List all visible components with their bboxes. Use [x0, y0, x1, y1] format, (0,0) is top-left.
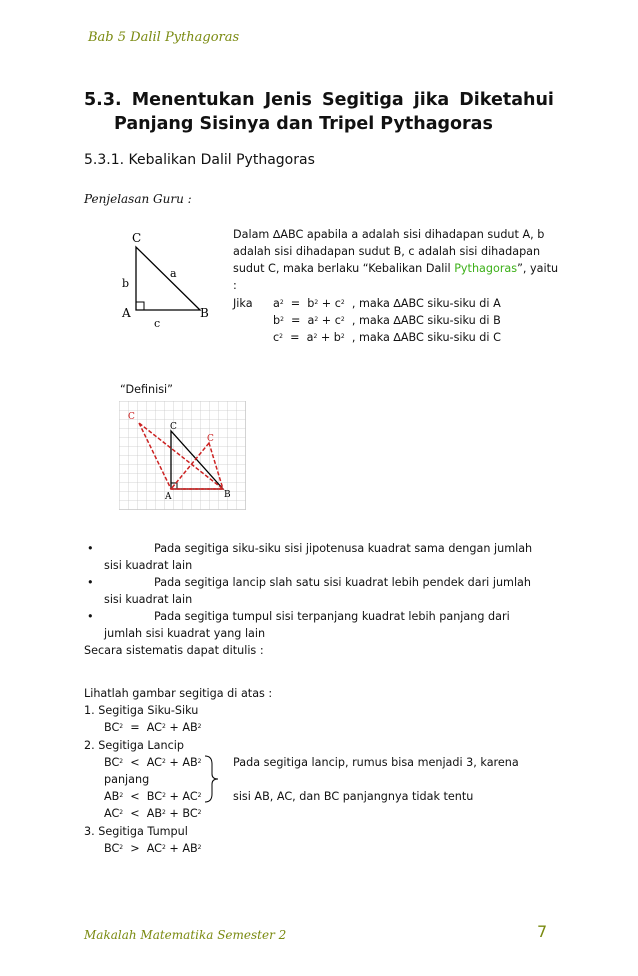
- label-C: C: [132, 231, 142, 245]
- acute-note-line2: sisi AB, AC, dan BC panjangnya tidak tentu: [233, 790, 474, 803]
- rule-end: , maka ∆ABC siku-siku di B: [351, 314, 501, 327]
- rule-var: a: [306, 331, 314, 344]
- right-triangle-figure: [100, 225, 230, 335]
- bullet-text: sisi kuadrat lain: [104, 559, 193, 572]
- bullet-item: [84, 540, 564, 574]
- bullet-text: Pada segitiga lancip slah satu sisi kuadrat lebih pendek dari jumlah: [154, 576, 531, 589]
- label-C-acute: C: [207, 434, 214, 444]
- formula: $BC^2 > AC^2 + AB^2$: [104, 841, 202, 855]
- list-item-title: 3. Segitiga Tumpul: [84, 824, 188, 838]
- converse-rules: [233, 295, 563, 346]
- running-footer: Makalah Matematika Semester 2: [84, 928, 287, 942]
- label-c: c: [154, 317, 161, 330]
- title-line-2: Panjang Sisinya dan Tripel Pythagoras: [114, 114, 493, 134]
- explanation-paragraph: [233, 226, 563, 294]
- label-a: a: [170, 267, 177, 280]
- rule-var: b: [273, 314, 281, 327]
- highlight-pythagoras: Pythagoras: [454, 262, 518, 275]
- paragraph-text: Dalam ∆ABC apabila a adalah sisi dihadapan sudut A, b adalah sisi dihadapan sudut B, c adalah sisi dihadapan sudut C, maka berlaku “Kebalikan Dalil: [233, 228, 545, 275]
- paragraph-text-end: ”, yaitu :: [233, 262, 559, 292]
- rule-lead: Jika: [233, 297, 253, 310]
- bullet-text: sisi kuadrat lain: [104, 593, 193, 606]
- bullet-dot: •: [87, 610, 94, 623]
- running-header: Bab 5 Dalil Pythagoras: [88, 30, 240, 45]
- rule-var: b: [307, 297, 315, 310]
- formula: $AB^2 < BC^2 + AC^2$: [104, 790, 202, 804]
- rule-var: b: [333, 331, 341, 344]
- rule-row: $b^2 = a^2 + c^2$ , maka ∆ABC siku-siku di B: [233, 312, 563, 329]
- acute-note-line1: Pada segitiga lancip, rumus bisa menjadi 3, karena: [233, 756, 519, 769]
- title-number: 5.3.: [84, 90, 122, 110]
- rule-var: c: [334, 314, 341, 327]
- title-word: jika: [413, 90, 450, 110]
- formula: $BC^2 = AC^2 + AB^2$: [104, 721, 202, 735]
- systematic-line: Secara sistematis dapat ditulis :: [84, 644, 264, 657]
- bullet-item: [84, 608, 564, 642]
- label-b: b: [122, 277, 130, 290]
- title-word: Jenis: [264, 90, 312, 110]
- rule-var: a: [307, 314, 315, 327]
- label-B: B: [224, 490, 231, 500]
- page-number: 7: [537, 922, 548, 941]
- formula: $BC^2 < AC^2 + AB^2$: [104, 755, 202, 769]
- title-word: Segitiga: [321, 90, 404, 110]
- rule-end: , maka ∆ABC siku-siku di A: [351, 297, 501, 310]
- bullet-item: [84, 574, 564, 608]
- list-item-title: 2. Segitiga Lancip: [84, 738, 184, 752]
- title-word: Menentukan: [131, 90, 255, 110]
- section-title: [84, 88, 554, 136]
- label-B: B: [200, 306, 209, 320]
- rule-row: $c^2 = a^2 + b^2$ , maka ∆ABC siku-siku di C: [233, 329, 563, 346]
- definition-grid-figure: [119, 401, 246, 510]
- list-intro: Lihatlah gambar segitiga di atas :: [84, 687, 273, 700]
- rule-var: a: [273, 297, 280, 310]
- rule-lead: [233, 329, 273, 346]
- list-item-title: 1. Segitiga Siku-Siku: [84, 704, 199, 718]
- rule-var: c: [273, 331, 280, 344]
- note-continuation: panjang: [104, 772, 150, 786]
- label-A: A: [165, 492, 172, 502]
- bullet-text: Pada segitiga tumpul sisi terpanjang kuadrat lebih panjang dari: [154, 610, 510, 623]
- subsection-title: 5.3.1. Kebalikan Dalil Pythagoras: [84, 152, 315, 168]
- curly-brace-icon: [203, 754, 221, 804]
- rule-end: , maka ∆ABC siku-siku di C: [351, 331, 501, 344]
- label-C-obtuse: C: [128, 412, 135, 422]
- rule-row: Jika $a^2 = b^2 + c^2$ , maka ∆ABC siku-siku di A: [233, 297, 501, 310]
- definition-label: “Definisi”: [120, 383, 173, 396]
- rule-var: c: [334, 297, 341, 310]
- rule-lead: [233, 312, 273, 329]
- label-A: A: [122, 306, 131, 320]
- formula: $AC^2 < AB^2 + BC^2$: [104, 807, 202, 821]
- bullet-dot: •: [87, 576, 94, 589]
- bullet-dot: •: [87, 542, 94, 555]
- bullet-text: Pada segitiga siku-siku sisi jipotenusa kuadrat sama dengan jumlah: [154, 542, 533, 555]
- bullet-text: jumlah sisi kuadrat yang lain: [104, 627, 266, 640]
- teacher-explanation-label: Penjelasan Guru :: [84, 192, 192, 206]
- title-word: Diketahui: [459, 90, 554, 110]
- label-C-right: C: [170, 422, 177, 432]
